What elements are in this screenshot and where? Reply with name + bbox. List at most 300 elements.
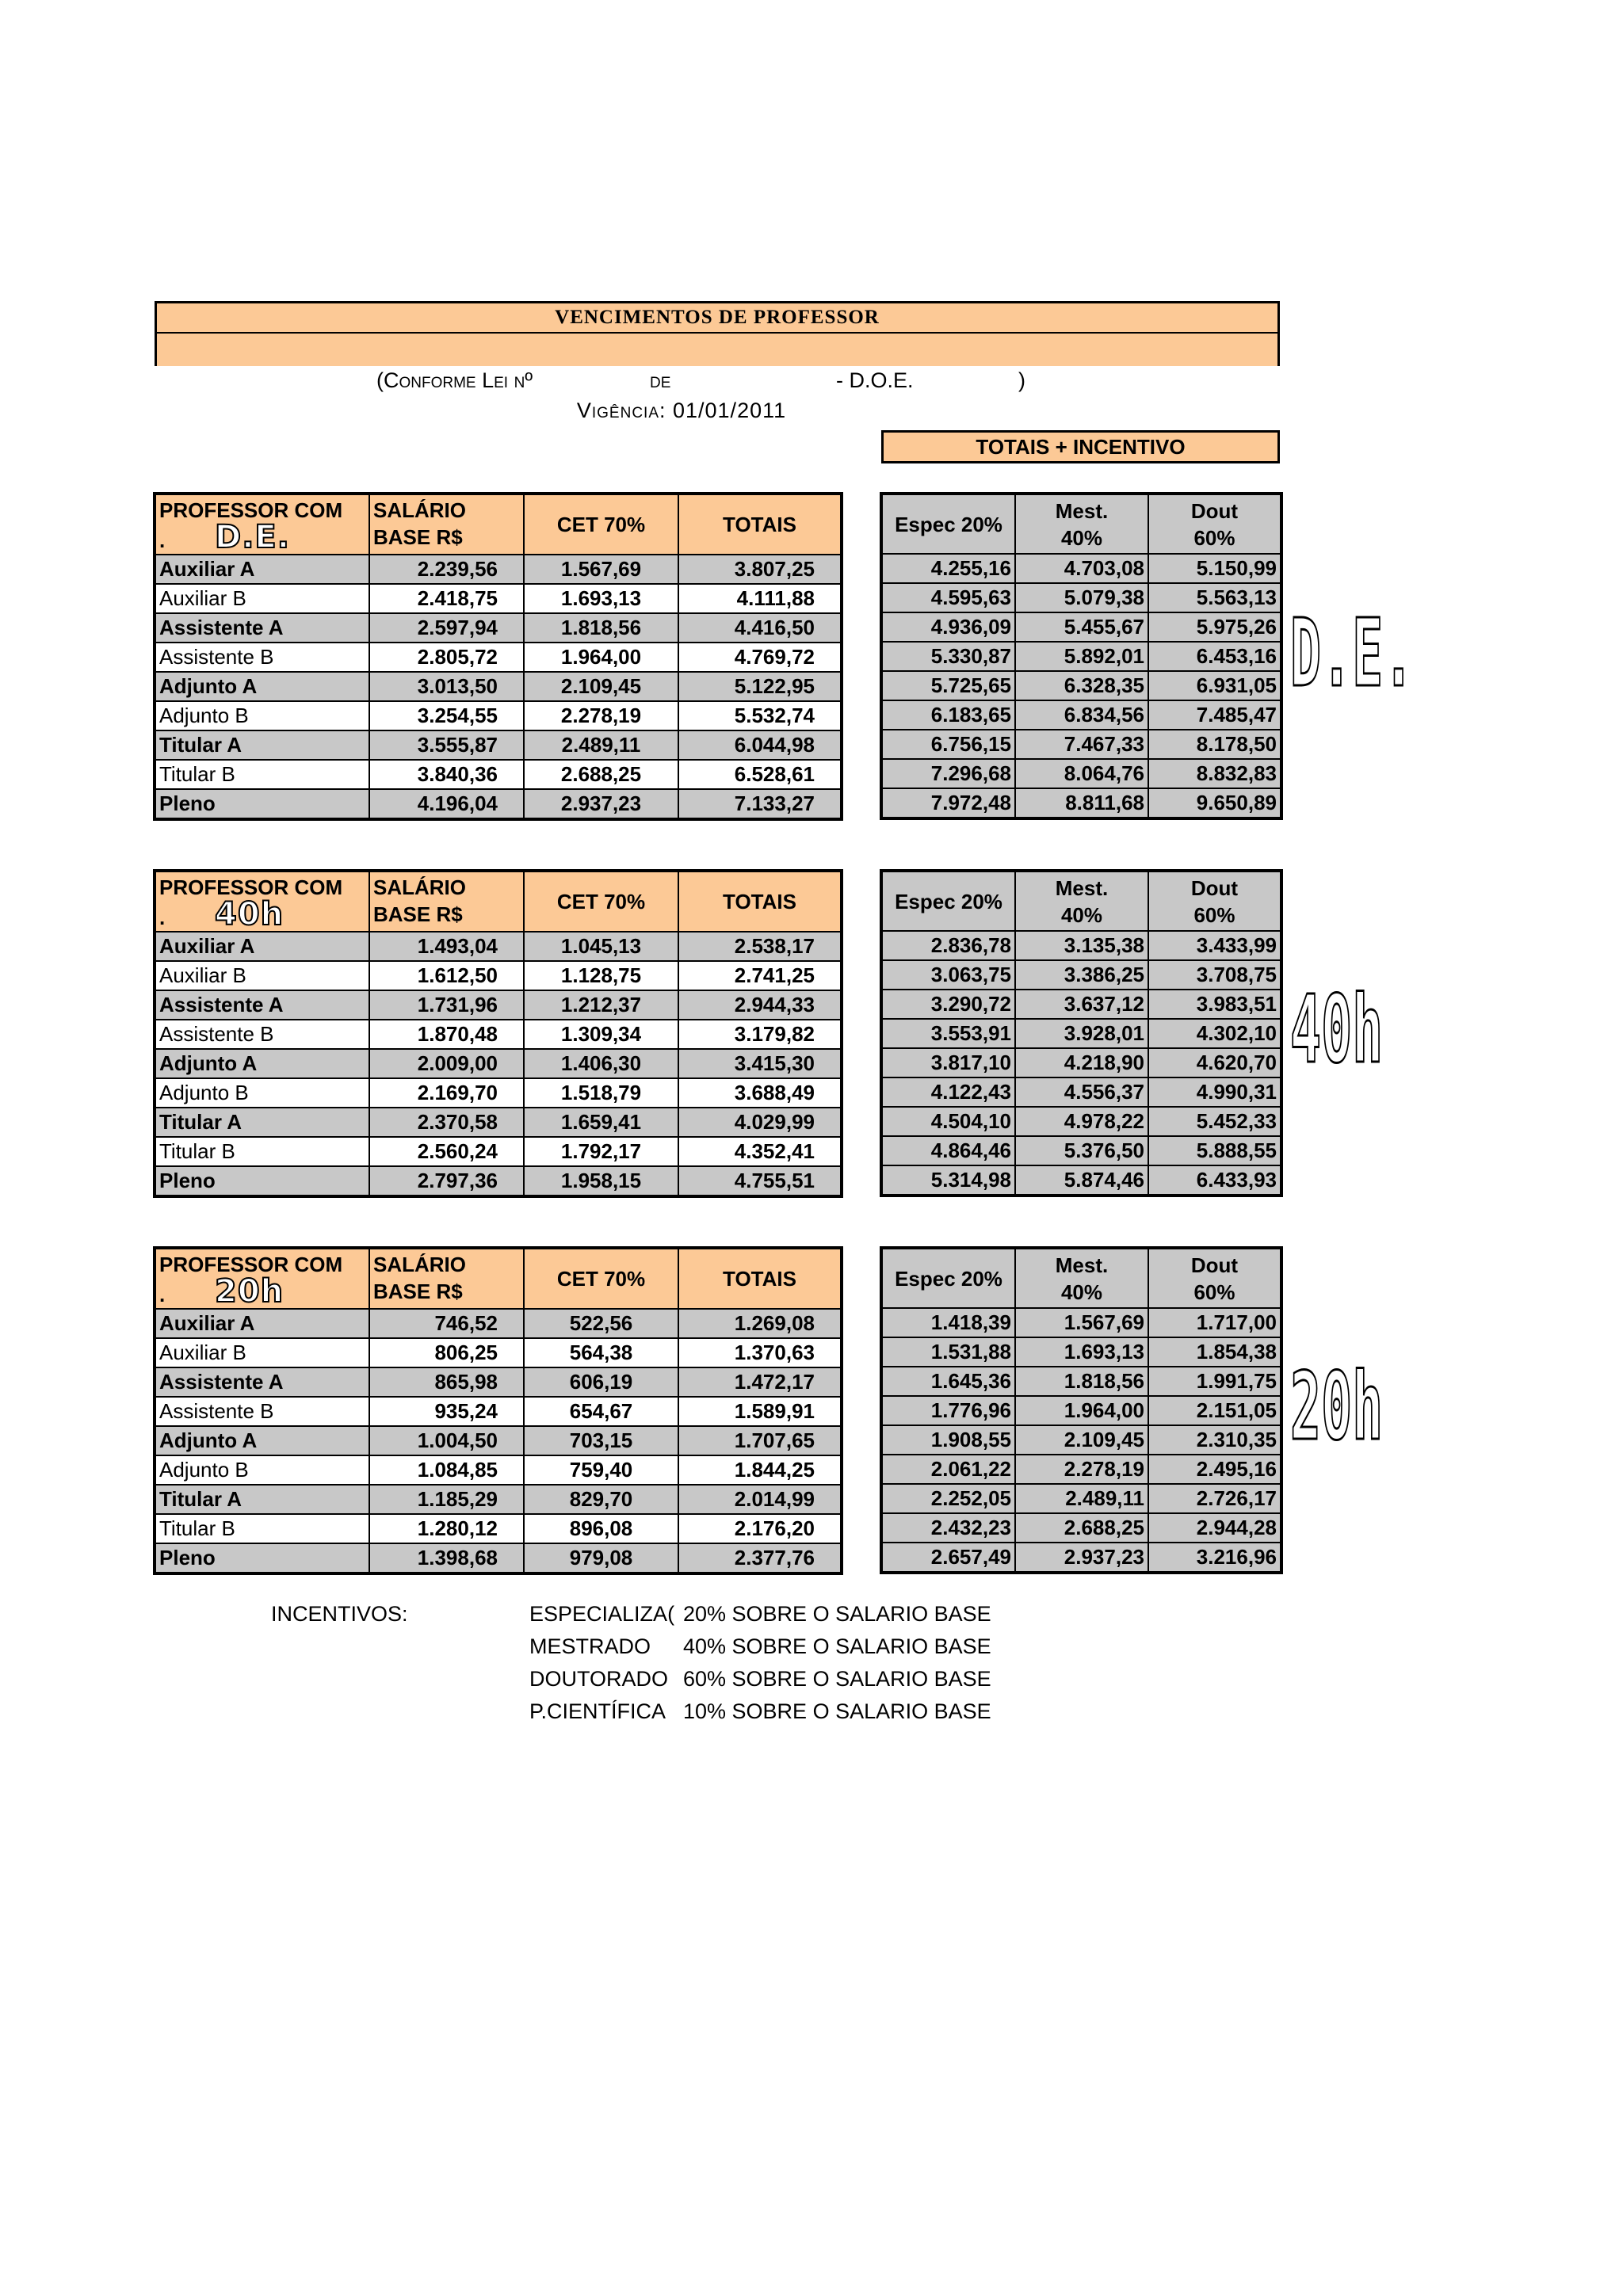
cet-cell: 1.567,69 — [524, 555, 678, 584]
side-category-label: 20h — [1290, 1352, 1384, 1461]
base-cell: 1.870,48 — [369, 1020, 524, 1049]
espec-cell: 1.908,55 — [882, 1425, 1015, 1455]
base-cell: 2.597,94 — [369, 613, 524, 643]
title-box — [155, 301, 1280, 366]
cargo-cell: Auxiliar A — [155, 555, 369, 584]
dout-cell: 3.433,99 — [1148, 931, 1281, 960]
mest-cell: 2.489,11 — [1015, 1484, 1148, 1513]
mest-cell: 7.467,33 — [1015, 730, 1148, 759]
cargo-cell: Adjunto A — [155, 1049, 369, 1078]
table-row — [155, 730, 841, 760]
espec-cell: 4.595,63 — [882, 583, 1015, 612]
dout-cell: 5.888,55 — [1148, 1136, 1281, 1165]
cet-cell: 1.958,15 — [524, 1166, 678, 1196]
base-cell: 806,25 — [369, 1338, 524, 1367]
cargo-cell: Titular A — [155, 1485, 369, 1514]
base-cell: 1.731,96 — [369, 990, 524, 1020]
base-cell: 2.418,75 — [369, 584, 524, 613]
totais-header: TOTAIS — [678, 494, 841, 555]
dout-cell: 4.990,31 — [1148, 1077, 1281, 1107]
table-row — [882, 1455, 1281, 1484]
cet-cell: 1.518,79 — [524, 1078, 678, 1108]
mest-label-1: Mest. — [1055, 875, 1109, 900]
base-cell: 1.280,12 — [369, 1514, 524, 1543]
mest-label-1: Mest. — [1055, 498, 1109, 523]
mest-cell: 1.567,69 — [1015, 1308, 1148, 1337]
totais-cell: 3.688,49 — [678, 1078, 841, 1108]
base-cell: 1.185,29 — [369, 1485, 524, 1514]
cargo-cell: Assistente A — [155, 1367, 369, 1397]
table-row — [155, 1309, 841, 1338]
dout-label-2: 60% — [1193, 1280, 1235, 1304]
table-row — [882, 1367, 1281, 1396]
table-row — [155, 643, 841, 672]
mest-cell: 6.328,35 — [1015, 671, 1148, 700]
base-cell: 746,52 — [369, 1309, 524, 1338]
base-cell: 3.840,36 — [369, 760, 524, 789]
totais-cell: 2.377,76 — [678, 1543, 841, 1573]
table-row — [155, 1338, 841, 1367]
mest-label-2: 40% — [1060, 525, 1103, 550]
cet-cell: 2.109,45 — [524, 672, 678, 701]
law-part-2: de — [650, 368, 671, 392]
table-row — [882, 1019, 1281, 1048]
salary-table-2 — [155, 1248, 842, 1573]
espec-cell: 5.330,87 — [882, 642, 1015, 671]
table-row — [155, 1020, 841, 1049]
table-row — [155, 1485, 841, 1514]
mest-cell: 6.834,56 — [1015, 700, 1148, 730]
incentivo-desc: 60% SOBRE O SALARIO BASE — [683, 1667, 991, 1691]
table-row — [155, 1108, 841, 1137]
totais-cell: 4.029,99 — [678, 1108, 841, 1137]
dot-marker: . — [159, 906, 166, 929]
table-row — [882, 1136, 1281, 1165]
espec-cell: 1.531,88 — [882, 1337, 1015, 1367]
totais-cell: 4.111,88 — [678, 584, 841, 613]
cargo-cell: Titular B — [155, 760, 369, 789]
dot-marker: . — [159, 1283, 166, 1306]
dout-cell: 2.944,28 — [1148, 1513, 1281, 1543]
base-cell: 2.370,58 — [369, 1108, 524, 1137]
cet-cell: 1.964,00 — [524, 643, 678, 672]
cet-cell: 896,08 — [524, 1514, 678, 1543]
cet-cell: 2.688,25 — [524, 760, 678, 789]
side-category-label: 40h — [1290, 974, 1384, 1084]
totais-cell: 2.944,33 — [678, 990, 841, 1020]
cet-cell: 759,40 — [524, 1455, 678, 1485]
cet-cell: 2.937,23 — [524, 789, 678, 818]
incentivo-name: MESTRADO — [529, 1634, 651, 1658]
salario-label-1: SALÁRIO — [373, 875, 466, 899]
dout-label-2: 60% — [1193, 525, 1235, 550]
cet-cell: 564,38 — [524, 1338, 678, 1367]
mest-label-2: 40% — [1060, 1280, 1103, 1304]
espec-header: Espec 20% — [882, 1249, 1015, 1308]
cargo-cell: Assistente B — [155, 1020, 369, 1049]
professor-com-label: PROFESSOR COM — [159, 498, 343, 522]
mest-header — [1015, 871, 1148, 931]
table-row — [155, 932, 841, 961]
dout-cell: 5.150,99 — [1148, 554, 1281, 583]
mest-cell: 1.818,56 — [1015, 1367, 1148, 1396]
totals-banner: TOTAIS + INCENTIVO — [881, 430, 1280, 463]
cet-cell: 1.212,37 — [524, 990, 678, 1020]
totais-cell: 2.176,20 — [678, 1514, 841, 1543]
salario-header — [369, 871, 524, 932]
base-cell: 2.797,36 — [369, 1166, 524, 1196]
cet-header: CET 70% — [524, 871, 678, 932]
cargo-cell: Pleno — [155, 1543, 369, 1573]
base-cell: 4.196,04 — [369, 789, 524, 818]
table-row — [155, 584, 841, 613]
dout-cell: 2.495,16 — [1148, 1455, 1281, 1484]
cargo-cell: Auxiliar B — [155, 1338, 369, 1367]
table-row — [155, 1049, 841, 1078]
espec-header: Espec 20% — [882, 871, 1015, 931]
dout-cell: 3.983,51 — [1148, 990, 1281, 1019]
espec-cell: 4.864,46 — [882, 1136, 1015, 1165]
espec-header: Espec 20% — [882, 494, 1015, 554]
cargo-cell: Titular A — [155, 1108, 369, 1137]
incentivo-desc: 40% SOBRE O SALARIO BASE — [683, 1634, 991, 1658]
espec-cell: 1.418,39 — [882, 1308, 1015, 1337]
table-row — [882, 990, 1281, 1019]
dout-header — [1148, 1249, 1281, 1308]
dout-cell: 5.975,26 — [1148, 612, 1281, 642]
mest-cell: 4.556,37 — [1015, 1077, 1148, 1107]
espec-cell: 4.255,16 — [882, 554, 1015, 583]
table-row — [882, 1048, 1281, 1077]
base-cell: 2.169,70 — [369, 1078, 524, 1108]
mest-header — [1015, 494, 1148, 554]
page-title: VENCIMENTOS DE PROFESSOR — [157, 303, 1277, 334]
cargo-cell: Assistente A — [155, 613, 369, 643]
cet-cell: 1.309,34 — [524, 1020, 678, 1049]
salario-header — [369, 1249, 524, 1309]
table-row — [155, 555, 841, 584]
dout-cell: 7.485,47 — [1148, 700, 1281, 730]
table-row — [155, 990, 841, 1020]
base-cell: 2.009,00 — [369, 1049, 524, 1078]
salario-label-2: BASE R$ — [373, 1280, 463, 1303]
table-row — [882, 1484, 1281, 1513]
dout-cell: 4.620,70 — [1148, 1048, 1281, 1077]
table-row — [882, 1308, 1281, 1337]
mest-cell: 5.455,67 — [1015, 612, 1148, 642]
totais-cell: 5.122,95 — [678, 672, 841, 701]
mest-cell: 2.937,23 — [1015, 1543, 1148, 1572]
base-cell: 2.805,72 — [369, 643, 524, 672]
mest-cell: 2.109,45 — [1015, 1425, 1148, 1455]
totais-cell: 4.352,41 — [678, 1137, 841, 1166]
espec-cell: 7.296,68 — [882, 759, 1015, 788]
table-row — [882, 1077, 1281, 1107]
cargo-cell: Assistente A — [155, 990, 369, 1020]
salario-label-1: SALÁRIO — [373, 498, 466, 522]
espec-cell: 6.183,65 — [882, 700, 1015, 730]
dout-header — [1148, 494, 1281, 554]
mest-cell: 3.135,38 — [1015, 931, 1148, 960]
table-row — [155, 1166, 841, 1196]
dout-cell: 8.178,50 — [1148, 730, 1281, 759]
professor-com-header — [155, 1249, 369, 1309]
mest-cell: 1.693,13 — [1015, 1337, 1148, 1367]
title-blank-row — [157, 334, 1277, 366]
totais-cell: 4.769,72 — [678, 643, 841, 672]
mest-cell: 3.386,25 — [1015, 960, 1148, 990]
table-row — [882, 612, 1281, 642]
totais-cell: 2.014,99 — [678, 1485, 841, 1514]
table-row — [155, 1397, 841, 1426]
espec-cell: 7.972,48 — [882, 788, 1015, 818]
totais-cell: 6.044,98 — [678, 730, 841, 760]
table-row — [882, 788, 1281, 818]
espec-cell: 1.776,96 — [882, 1396, 1015, 1425]
cargo-cell: Titular B — [155, 1137, 369, 1166]
cet-cell: 1.693,13 — [524, 584, 678, 613]
espec-cell: 5.314,98 — [882, 1165, 1015, 1195]
incentivo-desc: 20% SOBRE O SALARIO BASE — [683, 1602, 991, 1626]
espec-cell: 2.252,05 — [882, 1484, 1015, 1513]
category-tag: D.E. — [215, 519, 290, 555]
mest-header — [1015, 1249, 1148, 1308]
salario-label-2: BASE R$ — [373, 525, 463, 549]
cet-cell: 1.406,30 — [524, 1049, 678, 1078]
table-row — [882, 642, 1281, 671]
cet-cell: 829,70 — [524, 1485, 678, 1514]
cargo-cell: Auxiliar A — [155, 932, 369, 961]
dout-cell: 2.310,35 — [1148, 1425, 1281, 1455]
table-row — [155, 1426, 841, 1455]
totais-cell: 7.133,27 — [678, 789, 841, 818]
totais-cell: 6.528,61 — [678, 760, 841, 789]
cet-cell: 522,56 — [524, 1309, 678, 1338]
incentive-table-1 — [881, 871, 1281, 1196]
base-cell: 935,24 — [369, 1397, 524, 1426]
mest-cell: 3.637,12 — [1015, 990, 1148, 1019]
totais-cell: 1.589,91 — [678, 1397, 841, 1426]
dout-cell: 9.650,89 — [1148, 788, 1281, 818]
espec-cell: 2.061,22 — [882, 1455, 1015, 1484]
table-row — [882, 1165, 1281, 1195]
mest-cell: 5.874,46 — [1015, 1165, 1148, 1195]
base-cell: 865,98 — [369, 1367, 524, 1397]
table-row — [882, 960, 1281, 990]
base-cell: 3.013,50 — [369, 672, 524, 701]
cet-cell: 979,08 — [524, 1543, 678, 1573]
espec-cell: 2.836,78 — [882, 931, 1015, 960]
cargo-cell: Titular A — [155, 730, 369, 760]
base-cell: 3.555,87 — [369, 730, 524, 760]
totais-cell: 2.538,17 — [678, 932, 841, 961]
totais-header: TOTAIS — [678, 871, 841, 932]
totais-header: TOTAIS — [678, 1249, 841, 1309]
totais-cell: 3.415,30 — [678, 1049, 841, 1078]
table-row — [155, 1078, 841, 1108]
mest-label-1: Mest. — [1055, 1253, 1109, 1277]
cargo-cell: Auxiliar A — [155, 1309, 369, 1338]
table-row — [882, 700, 1281, 730]
salary-table-0 — [155, 494, 842, 819]
incentivo-name: P.CIENTÍFICA — [529, 1699, 666, 1723]
base-cell: 1.612,50 — [369, 961, 524, 990]
salary-table-1 — [155, 871, 842, 1196]
dout-cell: 5.452,33 — [1148, 1107, 1281, 1136]
cargo-cell: Assistente B — [155, 1397, 369, 1426]
mest-cell: 2.688,25 — [1015, 1513, 1148, 1543]
table-row — [155, 1543, 841, 1573]
salario-label-2: BASE R$ — [373, 902, 463, 926]
cargo-cell: Adjunto B — [155, 1455, 369, 1485]
dout-cell: 6.931,05 — [1148, 671, 1281, 700]
cet-cell: 654,67 — [524, 1397, 678, 1426]
dout-cell: 6.433,93 — [1148, 1165, 1281, 1195]
table-row — [155, 701, 841, 730]
totais-cell: 3.807,25 — [678, 555, 841, 584]
table-row — [882, 759, 1281, 788]
professor-com-label: PROFESSOR COM — [159, 1253, 343, 1276]
table-row — [155, 1137, 841, 1166]
table-row — [882, 931, 1281, 960]
dout-header — [1148, 871, 1281, 931]
salario-header — [369, 494, 524, 555]
dout-cell: 8.832,83 — [1148, 759, 1281, 788]
table-row — [882, 1396, 1281, 1425]
totais-cell: 2.741,25 — [678, 961, 841, 990]
mest-cell: 1.964,00 — [1015, 1396, 1148, 1425]
cargo-cell: Adjunto A — [155, 1426, 369, 1455]
dout-cell: 4.302,10 — [1148, 1019, 1281, 1048]
dot-marker: . — [159, 528, 166, 552]
table-row — [155, 961, 841, 990]
base-cell: 2.239,56 — [369, 555, 524, 584]
dout-cell: 3.216,96 — [1148, 1543, 1281, 1572]
totais-cell: 5.532,74 — [678, 701, 841, 730]
table-row — [882, 554, 1281, 583]
professor-com-header — [155, 494, 369, 555]
mest-cell: 5.892,01 — [1015, 642, 1148, 671]
category-tag: 20h — [215, 1273, 285, 1309]
dout-cell: 5.563,13 — [1148, 583, 1281, 612]
mest-cell: 5.079,38 — [1015, 583, 1148, 612]
mest-cell: 8.811,68 — [1015, 788, 1148, 818]
cet-cell: 1.659,41 — [524, 1108, 678, 1137]
cargo-cell: Pleno — [155, 1166, 369, 1196]
mest-cell: 3.928,01 — [1015, 1019, 1148, 1048]
espec-cell: 4.936,09 — [882, 612, 1015, 642]
cet-header: CET 70% — [524, 1249, 678, 1309]
cet-cell: 703,15 — [524, 1426, 678, 1455]
base-cell: 1.004,50 — [369, 1426, 524, 1455]
table-row — [882, 730, 1281, 759]
dout-label-1: Dout — [1190, 875, 1239, 900]
espec-cell: 3.063,75 — [882, 960, 1015, 990]
cargo-cell: Auxiliar B — [155, 584, 369, 613]
dout-cell: 1.854,38 — [1148, 1337, 1281, 1367]
cargo-cell: Adjunto B — [155, 701, 369, 730]
totais-cell: 1.370,63 — [678, 1338, 841, 1367]
incentivo-name: ESPECIALIZA( — [529, 1602, 675, 1626]
espec-cell: 3.290,72 — [882, 990, 1015, 1019]
dout-cell: 2.726,17 — [1148, 1484, 1281, 1513]
table-row — [155, 613, 841, 643]
cargo-cell: Adjunto B — [155, 1078, 369, 1108]
table-row — [882, 671, 1281, 700]
mest-cell: 4.218,90 — [1015, 1048, 1148, 1077]
cargo-cell: Pleno — [155, 789, 369, 818]
cet-cell: 2.489,11 — [524, 730, 678, 760]
mest-cell: 4.703,08 — [1015, 554, 1148, 583]
cargo-cell: Titular B — [155, 1514, 369, 1543]
side-category-label: D.E. — [1290, 598, 1415, 707]
base-cell: 2.560,24 — [369, 1137, 524, 1166]
cargo-cell: Auxiliar B — [155, 961, 369, 990]
espec-cell: 3.553,91 — [882, 1019, 1015, 1048]
incentivo-name: DOUTORADO — [529, 1667, 669, 1691]
espec-cell: 3.817,10 — [882, 1048, 1015, 1077]
table-row — [882, 1425, 1281, 1455]
incentivo-desc: 10% SOBRE O SALARIO BASE — [683, 1699, 991, 1723]
mest-cell: 8.064,76 — [1015, 759, 1148, 788]
vigencia: Vigência: 01/01/2011 — [576, 399, 787, 422]
espec-cell: 4.504,10 — [882, 1107, 1015, 1136]
base-cell: 1.084,85 — [369, 1455, 524, 1485]
dout-label-1: Dout — [1190, 498, 1239, 523]
espec-cell: 4.122,43 — [882, 1077, 1015, 1107]
dout-cell: 3.708,75 — [1148, 960, 1281, 990]
espec-cell: 5.725,65 — [882, 671, 1015, 700]
table-row — [155, 1367, 841, 1397]
cet-header: CET 70% — [524, 494, 678, 555]
category-tag: 40h — [215, 896, 285, 932]
totais-cell: 1.707,65 — [678, 1426, 841, 1455]
totais-cell: 1.844,25 — [678, 1455, 841, 1485]
dout-label-2: 60% — [1193, 902, 1235, 927]
totais-cell: 4.755,51 — [678, 1166, 841, 1196]
law-reference — [155, 367, 1280, 399]
table-row — [882, 1107, 1281, 1136]
table-row — [155, 1455, 841, 1485]
cet-cell: 1.792,17 — [524, 1137, 678, 1166]
incentivos-label: INCENTIVOS: — [271, 1602, 408, 1626]
incentive-table-2 — [881, 1248, 1281, 1573]
table-row — [882, 1543, 1281, 1572]
dout-cell: 6.453,16 — [1148, 642, 1281, 671]
law-part-4: ) — [1018, 368, 1025, 392]
table-row — [882, 1337, 1281, 1367]
totais-cell: 1.269,08 — [678, 1309, 841, 1338]
espec-cell: 2.432,23 — [882, 1513, 1015, 1543]
totais-cell: 3.179,82 — [678, 1020, 841, 1049]
mest-cell: 5.376,50 — [1015, 1136, 1148, 1165]
cet-cell: 2.278,19 — [524, 701, 678, 730]
professor-com-label: PROFESSOR COM — [159, 875, 343, 899]
table-row — [882, 583, 1281, 612]
cargo-cell: Adjunto A — [155, 672, 369, 701]
professor-com-header — [155, 871, 369, 932]
incentive-table-0 — [881, 494, 1281, 818]
cet-cell: 1.818,56 — [524, 613, 678, 643]
totais-cell: 4.416,50 — [678, 613, 841, 643]
espec-cell: 6.756,15 — [882, 730, 1015, 759]
law-part-3: - D.O.E. — [836, 368, 914, 392]
espec-cell: 2.657,49 — [882, 1543, 1015, 1572]
dout-cell: 1.991,75 — [1148, 1367, 1281, 1396]
salario-label-1: SALÁRIO — [373, 1253, 466, 1276]
dout-cell: 2.151,05 — [1148, 1396, 1281, 1425]
cet-cell: 1.128,75 — [524, 961, 678, 990]
